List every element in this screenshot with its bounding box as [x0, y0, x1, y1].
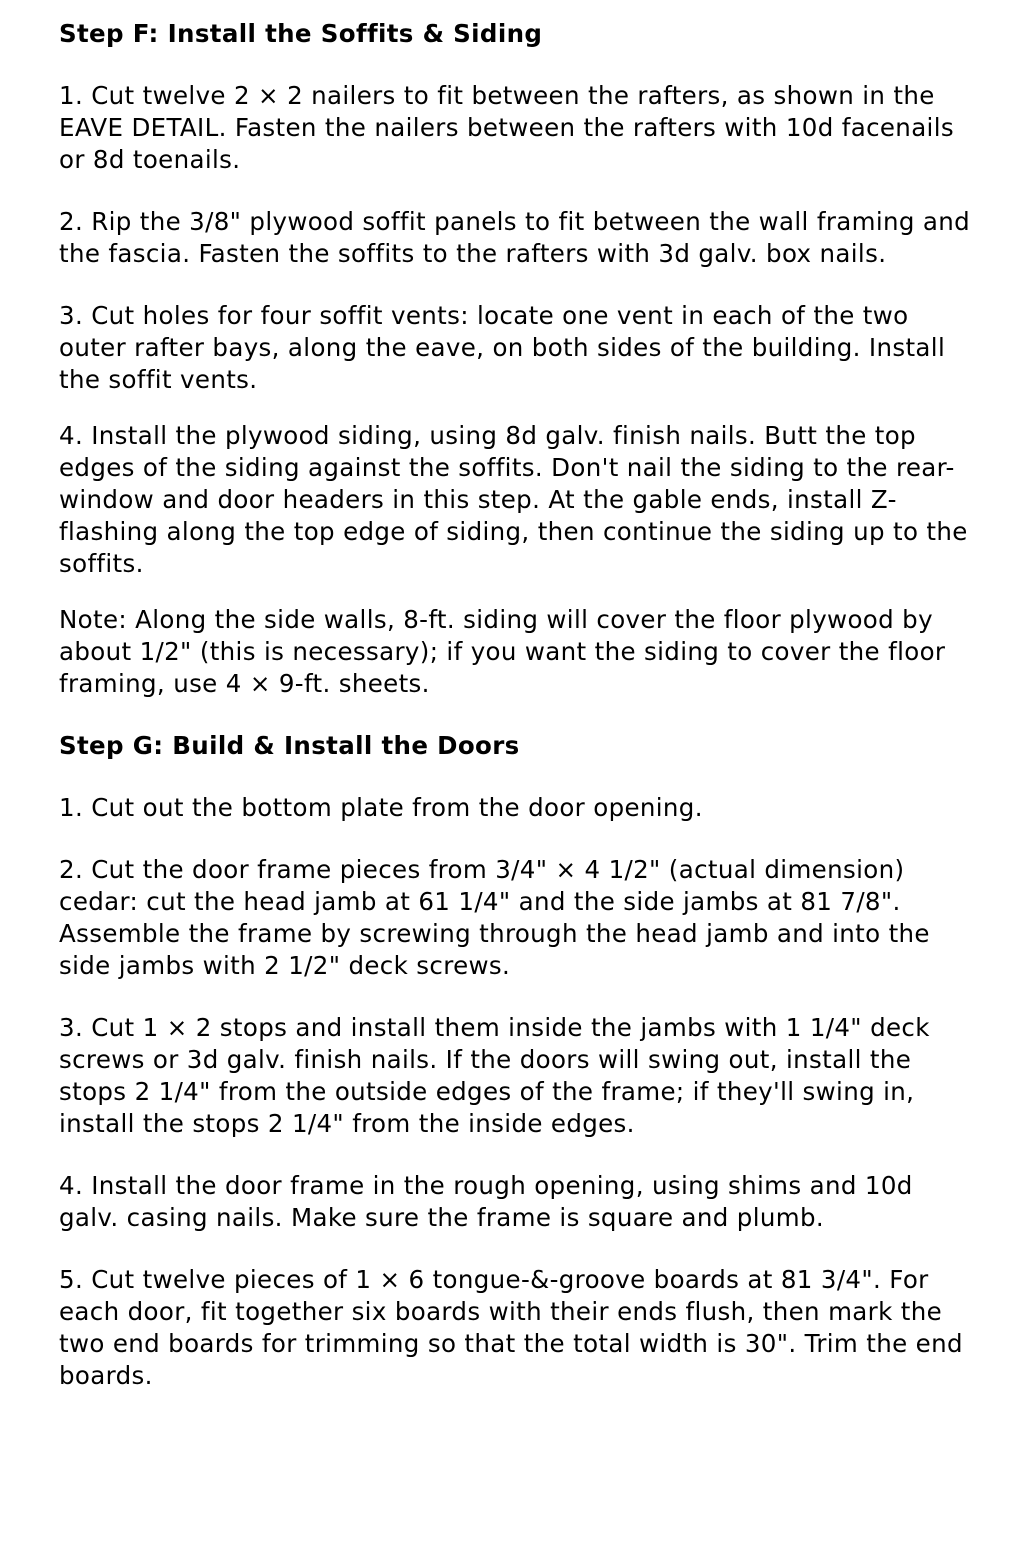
step-f-note: Note: Along the side walls, 8-ft. siding will cover the floor plywood by about 1/2" (this is necessary); if you want the siding to cover the floor framing, use 4 × 9-ft. sheets.	[59, 605, 946, 698]
step-g-item-4: 4. Install the door frame in the rough opening, using shims and 10d galv. casing nails. Make sure the frame is square and plumb.	[59, 1171, 913, 1232]
document-page	[59, 18, 979, 1422]
step-f-item-2: 2. Rip the 3/8" plywood soffit panels to fit between the wall framing and the fascia. Fasten the soffits to the rafters with 3d galv. box nails.	[59, 207, 971, 268]
step-g-item-5: 5. Cut twelve pieces of 1 × 6 tongue-&-groove boards at 81 3/4". For each door, fit together six boards with their ends flush, then mark the two end boards for trimming so that the total width is 30". Trim the end boards.	[59, 1265, 963, 1390]
step-f-item-4: 4. Install the plywood siding, using 8d galv. finish nails. Butt the top edges of the siding against the soffits. Don't nail the siding to the rear-window and door headers in this step. At the gable ends, install Z-flashing along the top edge of siding, then continue the siding up to the soffits.	[59, 421, 968, 578]
step-f-item-3: 3. Cut holes for four soffit vents: locate one vent in each of the two outer rafter bays, along the eave, on both sides of the building. Install the soffit vents.	[59, 301, 946, 394]
step-f-item-1: 1. Cut twelve 2 × 2 nailers to fit between the rafters, as shown in the EAVE DETAIL. Fasten the nailers between the rafters with 10d facenails or 8d toenails.	[59, 81, 954, 174]
step-f-section	[59, 18, 979, 700]
step-g-item-1: 1. Cut out the bottom plate from the door opening.	[59, 793, 703, 822]
step-g-heading: Step G: Build & Install the Doors	[59, 731, 520, 760]
step-g-item-2: 2. Cut the door frame pieces from 3/4" × 4 1/2" (actual dimension) cedar: cut the head jamb at 61 1/4" and the side jambs at 81 7/8". Assemble the frame by screwing through the head jamb and into the side jambs with 2 1/2" deck screws.	[59, 855, 930, 980]
step-g-section	[59, 730, 979, 1392]
step-g-item-3: 3. Cut 1 × 2 stops and install them inside the jambs with 1 1/4" deck screws or 3d galv. finish nails. If the doors will swing out, install the stops 2 1/4" from the outside edges of the frame; if they'll swing in, install the stops 2 1/4" from the inside edges.	[59, 1013, 930, 1138]
step-f-heading: Step F: Install the Soffits & Siding	[59, 19, 543, 48]
